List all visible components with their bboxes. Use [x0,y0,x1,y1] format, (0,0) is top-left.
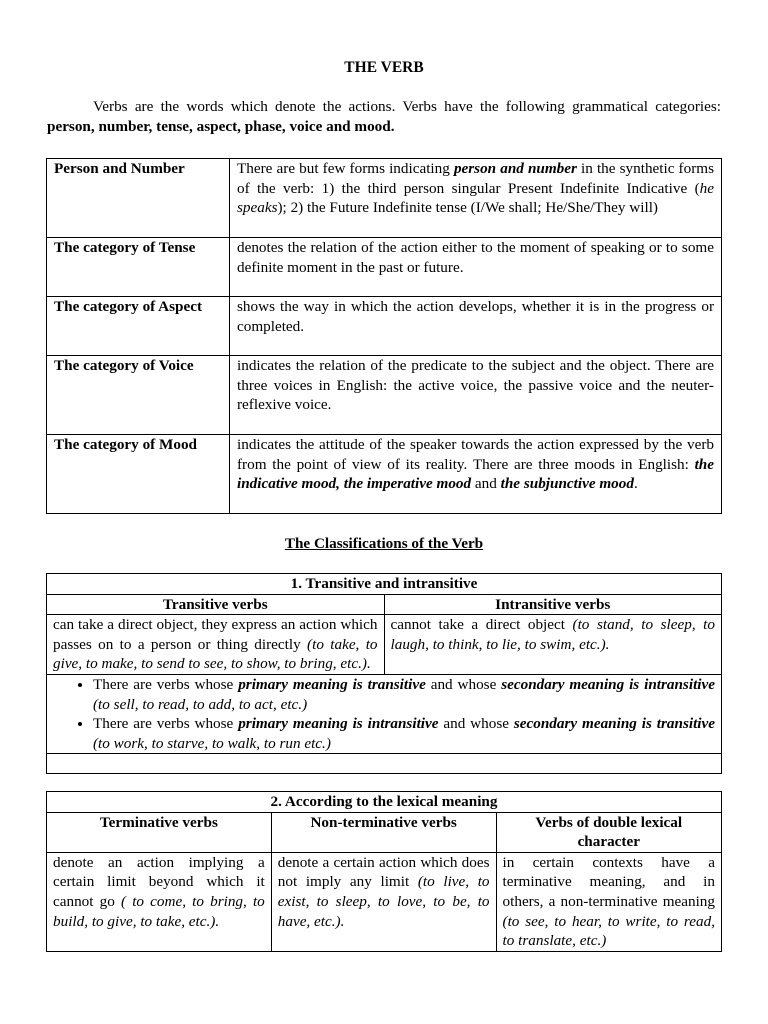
list-item: • There are verbs whose primary meaning is intransitive and whose secondary meaning is transitive (to work, to starve, to walk, to run etc.) [93,714,715,753]
spacer-row [47,754,722,774]
category-label: The category of Mood [47,435,230,514]
category-description: indicates the relation of the predicate to the subject and the object. There are three voices in English: the active voice, the passive voice and the neuter-reflexive voice. [230,356,722,435]
column-header: Terminative verbs [47,812,272,852]
notes-cell [47,674,722,753]
column-header: Intransitive verbs [384,594,722,615]
notes-list [47,675,715,753]
section-title: The Classifications of the Verb [284,535,484,552]
transitive-description: can take a direct object, they express an action which passes on to a person or thing directly (to take, to give, to make, to send to see, to show, to bring, etc.). [47,615,385,675]
terminative-description: denote an action implying a certain limit beyond which it cannot go ( to come, to bring, to build, to give, to take, etc.). [47,852,272,951]
category-label: The category of Voice [47,356,230,435]
intro-paragraph [47,97,721,136]
double-lexical-description: in certain contexts have a terminative meaning, and in others, a non-terminative meaning (to see, to hear, to write, to read, to translate, etc.) [496,852,721,951]
list-item: • There are verbs whose primary meaning is transitive and whose secondary meaning is intransitive (to sell, to read, to add, to act, etc.) [93,675,715,714]
intro-categories: person, number, tense, aspect, phase, voice and mood. [47,117,395,135]
intransitive-description: cannot take a direct object (to stand, to sleep, to laugh, to think, to lie, to swim, etc.). [384,615,722,675]
category-row-mood [47,435,722,514]
category-row-person-number [47,159,722,238]
category-description: denotes the relation of the action either to the moment of speaking or to some definite moment in the past or future. [230,238,722,297]
categories-table [46,158,722,514]
non-terminative-description: denote a certain action which does not imply any limit (to live, to exist, to sleep, to love, to be, to have, etc.). [271,852,496,951]
category-description: shows the way in which the action develops, whether it is in the progress or completed. [230,297,722,356]
table-heading: 1. Transitive and intransitive [47,574,722,595]
category-description: There are but few forms indicating person and number in the synthetic forms of the verb: 1) the third person singular Present Indefinite Indicative (he speaks); 2) the Future Indefinite tense (I/We shall; He/She/They will) [230,159,722,238]
page-title: THE VERB [344,59,424,76]
category-description: indicates the attitude of the speaker towards the action expressed by the verb from the point of view of its reality. There are three moods in English: the indicative mood, the imperative mood and the subjunctive mood. [230,435,722,514]
column-header: Non-terminative verbs [271,812,496,852]
category-label: The category of Aspect [47,297,230,356]
table-heading: 2. According to the lexical meaning [47,792,722,813]
category-label: The category of Tense [47,238,230,297]
category-row-tense [47,238,722,297]
intro-text: Verbs are the words which denote the actions. Verbs have the following grammatical categories: [93,98,721,115]
category-label: Person and Number [47,159,230,238]
lexical-table [46,791,722,952]
category-row-aspect [47,297,722,356]
column-header: Verbs of double lexical character [496,812,721,852]
category-row-voice [47,356,722,435]
column-header: Transitive verbs [47,594,385,615]
transitive-table [46,573,722,774]
